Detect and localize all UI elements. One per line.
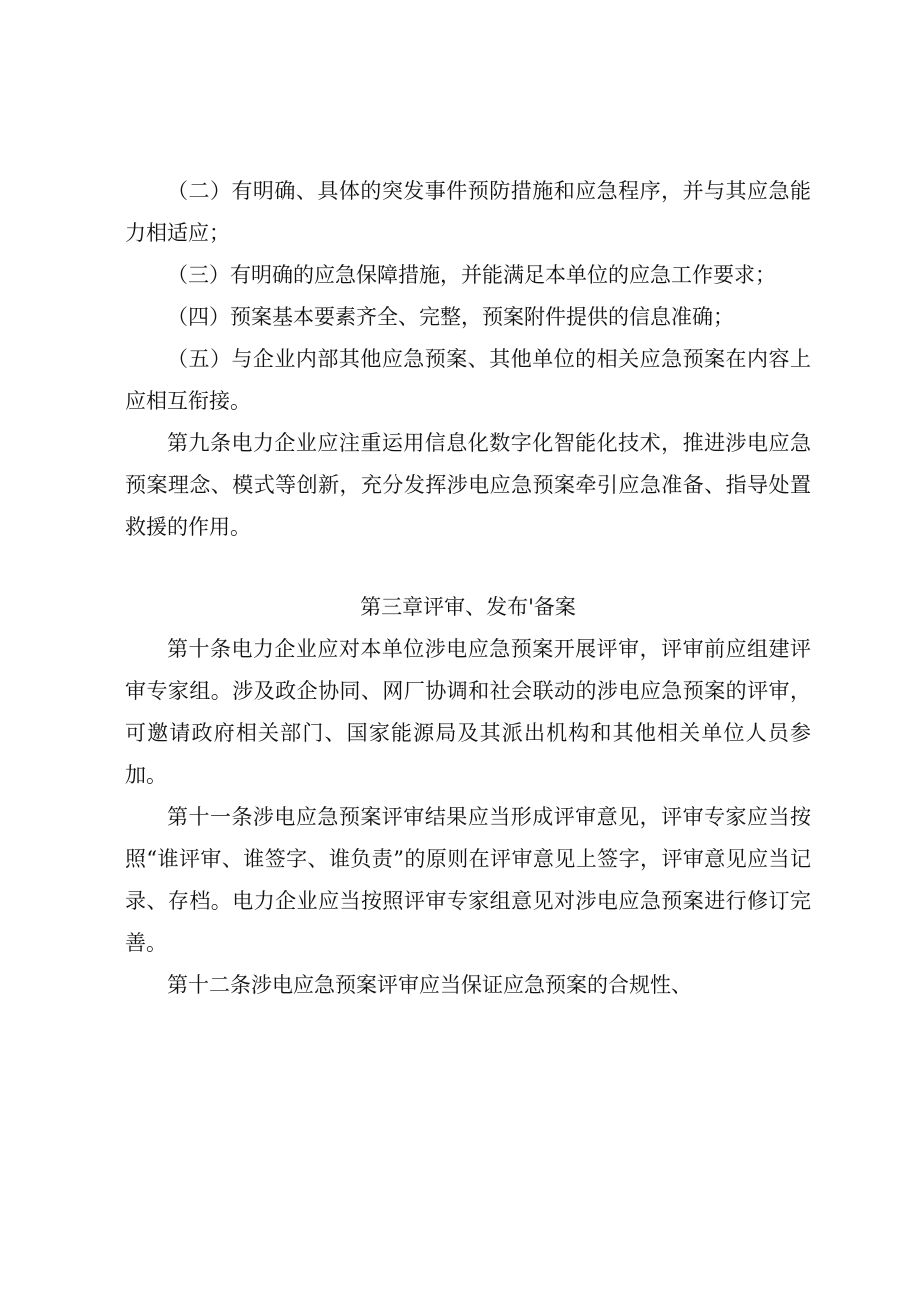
- paragraph-item-5: （五）与企业内部其他应急预案、其他单位的相关应急预案在内容上应相互衔接。: [125, 347, 811, 413]
- document-body: [125, 170, 811, 1006]
- paragraph-item-4: （四）预案基本要素齐全、完整，预案附件提供的信息准确；: [167, 305, 734, 329]
- chapter-heading: 第三章评审、发布'备案: [360, 595, 576, 619]
- paragraph-article-11: 第十一条涉电应急预案评审结果应当形成评审意见，评审专家应当按照“谁评审、谁签字、谁负责”的原则在评审意见上签字，评审意见应当记录、存档。电力企业应当按照评审专家组意见对涉电应急预案进行修订完善。: [125, 805, 811, 955]
- paragraph-item-3: （三）有明确的应急保障措施，并能满足本单位的应急工作要求；: [167, 263, 776, 287]
- paragraph-item-2: （二）有明确、具体的突发事件预防措施和应急程序，并与其应急能力相适应；: [125, 179, 811, 245]
- paragraph-article-9: 第九条电力企业应注重运用信息化数字化智能化技术，推进涉电应急预案理念、模式等创新，充分发挥涉电应急预案牵引应急准备、指导处置救援的作用。: [125, 431, 811, 539]
- paragraph-article-12: 第十二条涉电应急预案评审应当保证应急预案的合规性、: [167, 973, 692, 997]
- paragraph-article-10: 第十条电力企业应对本单位涉电应急预案开展评审，评审前应组建评审专家组。涉及政企协同、网厂协调和社会联动的涉电应急预案的评审，可邀请政府相关部门、国家能源局及其派出机构和其他相关单位人员参加。: [125, 637, 811, 787]
